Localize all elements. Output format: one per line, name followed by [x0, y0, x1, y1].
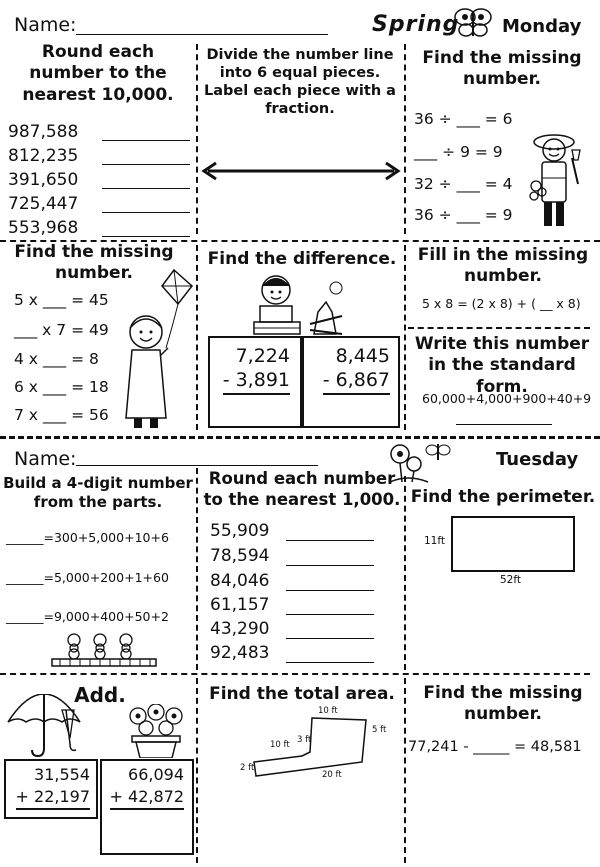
- equation-row: 32 ÷ ___ = 4: [414, 175, 513, 193]
- area-label-left-mid: 10 ft: [270, 740, 290, 750]
- round-row: 43,290: [210, 619, 270, 639]
- build-row: ______=300+5,000+10+6: [6, 530, 169, 545]
- answer-line[interactable]: [102, 212, 190, 213]
- divider: [404, 678, 406, 863]
- subtraction-box: [302, 336, 400, 428]
- divider: [196, 44, 198, 234]
- side-label: 11ft: [424, 535, 445, 547]
- ants-icon: [50, 628, 160, 668]
- flower-pot-icon: [126, 704, 186, 758]
- divider: [408, 327, 590, 329]
- minuend: 8,445: [335, 345, 390, 367]
- divider: [196, 678, 198, 863]
- numberline-title: Divide the number line into 6 equal pieces. Label each piece with a fraction.: [204, 47, 396, 118]
- butterfly-icon: [452, 6, 494, 40]
- perimeter-rectangle: [451, 516, 575, 572]
- build-row: ______=5,000+200+1+60: [6, 570, 169, 585]
- name-line[interactable]: [76, 465, 318, 466]
- round-row: 78,594: [210, 546, 270, 566]
- equation-row: ___ x 7 = 49: [14, 321, 109, 339]
- kite-girl-icon: [122, 268, 194, 430]
- day-label-monday: Monday: [502, 16, 582, 37]
- answer-line[interactable]: [286, 590, 374, 591]
- round-row: 92,483: [210, 643, 270, 663]
- divider: [404, 44, 406, 234]
- addition-box: [100, 759, 194, 855]
- round-row: 55,909: [210, 521, 270, 541]
- compound-shape: [250, 716, 370, 780]
- answer-line[interactable]: [286, 662, 374, 663]
- gardener-girl-icon: [528, 128, 586, 234]
- day-divider: [0, 436, 600, 439]
- area-label-left: 2 ft: [240, 763, 255, 773]
- missing-title: Find the missing number.: [423, 683, 583, 725]
- answer-line[interactable]: [102, 236, 190, 237]
- round-title: Round each number to the nearest 10,000.: [22, 42, 174, 105]
- standard-expression: 60,000+4,000+900+40+9: [422, 391, 592, 406]
- answer-line[interactable]: [286, 540, 374, 541]
- area-title: Find the total area.: [209, 684, 395, 704]
- addend: 31,554: [34, 765, 90, 784]
- subtrahend: - 3,891: [223, 368, 290, 395]
- name-line[interactable]: [76, 34, 328, 35]
- answer-line[interactable]: [102, 140, 190, 141]
- addend: 66,094: [128, 765, 184, 784]
- equation-row: 5 x ___ = 45: [14, 291, 109, 309]
- round-row: 987,588: [8, 122, 79, 142]
- equation-row: 7 x ___ = 56: [14, 406, 109, 424]
- answer-line[interactable]: [456, 424, 552, 425]
- addend: + 42,872: [110, 787, 184, 810]
- round-title: Round each number to the nearest 1,000.: [203, 469, 401, 509]
- children-reading-icon: [244, 272, 354, 336]
- round-row: 812,235: [8, 146, 79, 166]
- number-line[interactable]: [200, 160, 402, 182]
- fill-equation: 5 x 8 = (2 x 8) + ( __ x 8): [422, 296, 581, 311]
- answer-line[interactable]: [102, 164, 190, 165]
- missing-equation: 77,241 - _____ = 48,581: [408, 739, 582, 755]
- round-row: 391,650: [8, 170, 79, 190]
- answer-line[interactable]: [102, 188, 190, 189]
- missing-title: Find the missing number.: [422, 48, 582, 90]
- equation-row: 36 ÷ ___ = 9: [414, 206, 513, 224]
- build-title: Build a 4-digit number from the parts.: [3, 474, 193, 511]
- round-row: 84,046: [210, 571, 270, 591]
- build-row: ______=9,000+400+50+2: [6, 609, 169, 624]
- addition-box: [4, 759, 98, 819]
- difference-title: Find the difference.: [207, 249, 397, 269]
- subtrahend: - 6,867: [323, 368, 390, 395]
- bottom-label: 52ft: [500, 574, 521, 586]
- add-title: Add.: [74, 683, 126, 707]
- answer-line[interactable]: [286, 565, 374, 566]
- round-row: 553,968: [8, 218, 79, 238]
- round-row: 725,447: [8, 194, 79, 214]
- minuend: 7,224: [235, 345, 290, 367]
- area-label-right: 5 ft: [372, 725, 387, 735]
- equation-row: ___ ÷ 9 = 9: [414, 143, 503, 161]
- area-label-bottom: 20 ft: [322, 770, 342, 780]
- missing-title: Find the missing number.: [14, 242, 174, 284]
- addend: + 22,197: [16, 787, 90, 810]
- equation-row: 4 x ___ = 8: [14, 350, 99, 368]
- standard-title: Write this number in the standard form.: [414, 334, 590, 397]
- divider: [0, 673, 590, 675]
- divider: [196, 245, 198, 430]
- perimeter-title: Find the perimeter.: [410, 487, 596, 507]
- area-label-top: 10 ft: [318, 706, 338, 716]
- area-label-step: 3 ft: [297, 735, 312, 745]
- name-label: Name:: [14, 448, 77, 470]
- fill-title: Fill in the missing number.: [417, 245, 589, 287]
- divider: [404, 476, 406, 670]
- day-label-tuesday: Tuesday: [496, 449, 579, 470]
- answer-line[interactable]: [286, 638, 374, 639]
- name-label: Name:: [14, 14, 77, 36]
- subtraction-box: [208, 336, 302, 428]
- round-row: 61,157: [210, 595, 270, 615]
- season-title: Spring: [372, 12, 460, 37]
- answer-line[interactable]: [286, 614, 374, 615]
- equation-row: 6 x ___ = 18: [14, 378, 109, 396]
- umbrella-icon: [6, 694, 84, 758]
- equation-row: 36 ÷ ___ = 6: [414, 110, 513, 128]
- divider: [196, 468, 198, 670]
